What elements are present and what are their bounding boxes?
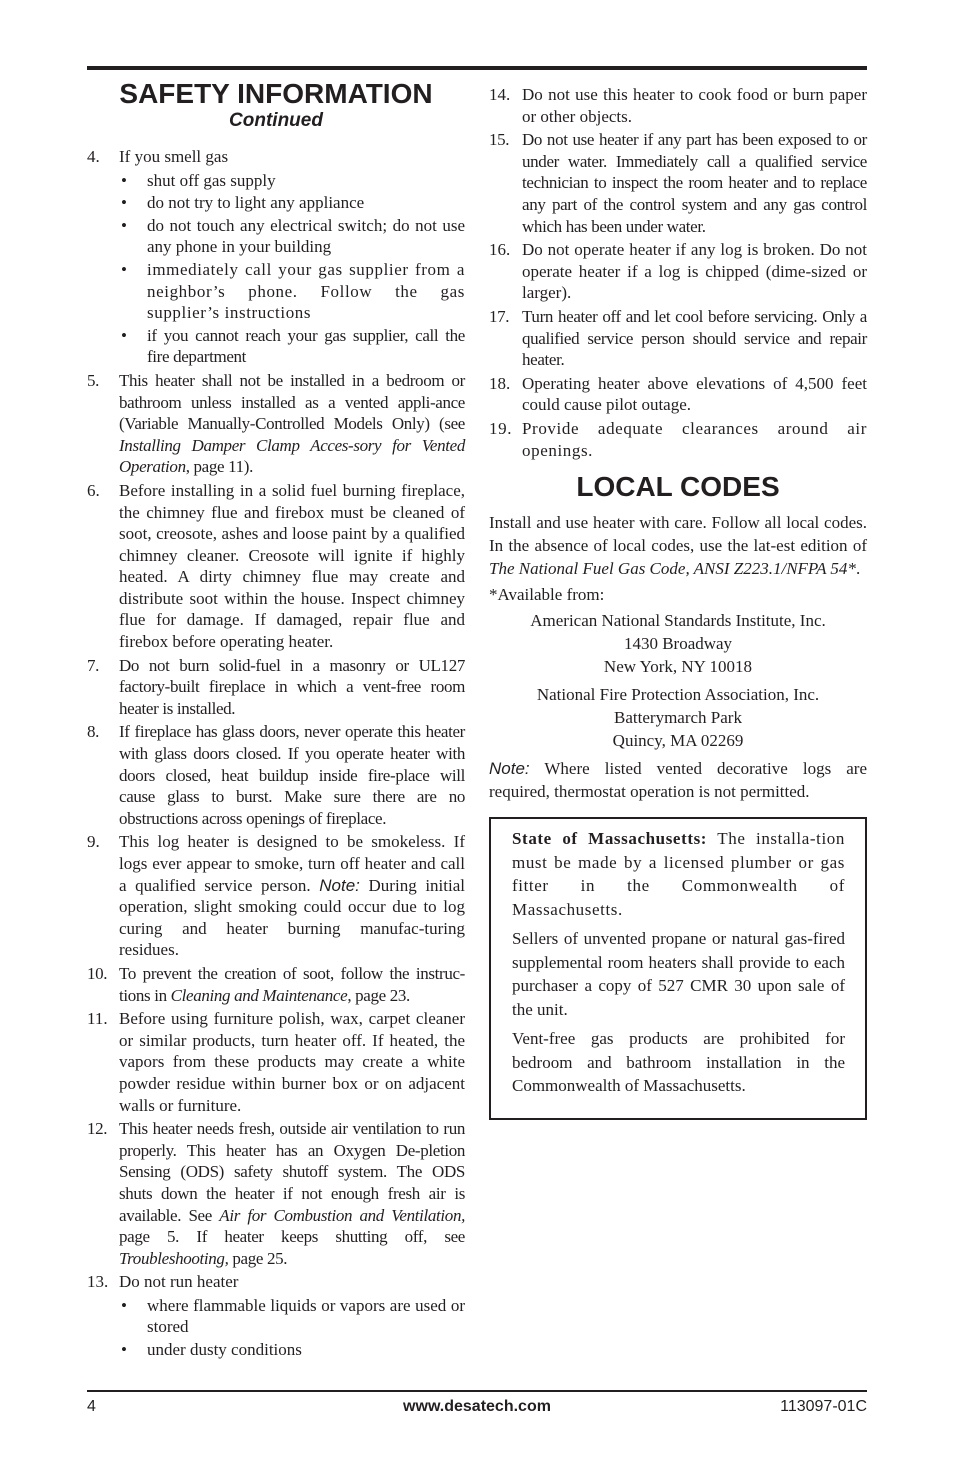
list-item: 13. Do not run heater • where flammable liquids or vapors are used or stored • under dusty conditions — [87, 1271, 465, 1360]
local-codes-intro: Install and use heater with care. Follow all local codes. In the absence of local codes, use the lat-est edition of The National Fuel Gas Code, ANSI Z223.1/NFPA 54*. — [489, 513, 867, 579]
section-title-local-codes: LOCAL CODES — [576, 471, 780, 503]
address-nfpa: National Fire Protection Association, Inc. Batterymarch Park Quincy, MA 02269 — [536, 685, 820, 751]
section-title-safety: SAFETY INFORMATION — [119, 78, 433, 109]
note-label: Note: — [489, 759, 530, 779]
list-item: 7. Do not burn solid-fuel in a masonry or UL127 factory-built fireplace in which a vent-free room heater is installed. — [87, 655, 465, 718]
bullet-item: • immediately call your gas supplier from a neighbor’s phone. Follow the gas supplier’s instructions — [119, 259, 465, 324]
section-subtitle: Continued — [229, 110, 323, 131]
sellers-paragraph: Sellers of unvented propane or natural gas-fired supplemental room heaters shall provide to each purchaser a copy of 527 CMR 30 upon sale of the unit. — [512, 929, 845, 1019]
available-from: *Available from: — [489, 585, 605, 605]
list-item: 19. Provide adequate clearances around air openings. — [489, 418, 867, 460]
safety-list-continued — [489, 84, 867, 461]
bullet-item: • under dusty conditions — [119, 1339, 465, 1361]
bullet-item: • shut off gas supply — [119, 170, 465, 192]
page-number: 4 — [87, 1398, 96, 1415]
list-item: 12. This heater needs fresh, outside air ventilation to run properly. This heater has an Oxygen De-pletion Sensing (ODS) safety shutoff system. The ODS shuts down the heater if not enough fresh air is available. See Air for Combustion and Ventilation, page 5. If heater keeps shutting off, see Troubleshooting, page 25. — [87, 1119, 465, 1268]
right-column — [489, 84, 867, 1120]
list-item: 4. If you smell gas • shut off gas supply • do not try to light any appliance • do not touch any electrical switch; do not use any phone in your building • immediately call your gas supplier from a neighbor’s phone. Follow the gas supplier’s instructions • if you cannot reach your gas supplier, call the fire department — [87, 146, 465, 368]
list-item: 11. Before using furniture polish, wax, carpet cleaner or similar products, turn heater off. If heated, the vapors from these products may create a white powder residue within burner box or on adjacent walls or furniture. — [87, 1009, 465, 1115]
bullet-item: • do not try to light any appliance — [119, 192, 465, 214]
bullet-item: • where flammable liquids or vapors are used or stored — [119, 1295, 465, 1338]
bullet-item: • do not touch any electrical switch; do not use any phone in your building — [119, 215, 465, 258]
safety-list — [87, 146, 465, 1361]
massachusetts-paragraph: State of Massachusetts: The installa-tion must be made by a licensed plumber or gas fitter in the Commonwealth of Massachusetts. — [512, 829, 845, 919]
list-item: 5. This heater shall not be installed in a bedroom or bathroom unless installed as a vented appli-ance (Variable Manually-Controlled Models Only) (see Installing Damper Clamp Acces-sory for Vented Operation, page 11). — [87, 370, 465, 477]
bullet-list — [119, 1295, 465, 1361]
list-item: 14. Do not use this heater to cook food or burn paper or other objects. — [489, 85, 867, 126]
local-codes-note: Note: Where listed vented decorative logs are required, thermostat operation is not permitted. — [489, 759, 867, 802]
document-code: 113097-01C — [780, 1398, 867, 1415]
list-item: 15. Do not use heater if any part has been exposed to or under water. Immediately call a qualified service technician to inspect the room heater and to replace any part of the control system and any gas control which has been under water. — [489, 130, 867, 236]
massachusetts-notice-box — [489, 817, 867, 1120]
list-item: 16. Do not operate heater if any log is broken. Do not operate heater if a log is chipped (dime-sized or larger). — [489, 240, 867, 303]
footer-url[interactable]: www.desatech.com — [403, 1398, 551, 1415]
list-item: 6. Before installing in a solid fuel burning fireplace, the chimney flue and firebox must be cleaned of soot, creosote, ashes and loose paint by a qualified chimney cleaner. Creosote will ignite if highly heated. A dirty chimney flue may create and distribute soot within the house. Inspect chimney flue for damage. If damaged, repair flue and firebox before operating heater. — [87, 480, 465, 652]
list-item: 10. To prevent the creation of soot, follow the instruc-tions in Cleaning and Maintenance, page 23. — [87, 963, 465, 1005]
list-item: 8. If fireplace has glass doors, never operate this heater with glass doors closed. If you operate heater with doors closed, heat buildup inside fire-place will cause glass to burst. Make sure there are no obstructions across openings of fireplace. — [87, 722, 465, 828]
top-rule — [87, 66, 867, 70]
bullet-list — [119, 170, 465, 368]
vent-free-paragraph: Vent-free gas products are prohibited for bedroom and bathroom installation in the Commonwealth of Massachusetts. — [512, 1029, 845, 1096]
list-item: 18. Operating heater above elevations of 4,500 feet could cause pilot outage. — [489, 373, 867, 415]
bottom-rule — [87, 1390, 867, 1392]
left-column — [87, 78, 465, 1363]
list-item: 17. Turn heater off and let cool before servicing. Only a qualified service person should service and repair heater. — [489, 306, 867, 370]
list-item: 9. This log heater is designed to be smokeless. If logs ever appear to smoke, turn off heater and call a qualified service person. Note: During initial operation, slight smoking could occur due to log curing and heater burning manufac-turing residues. — [87, 832, 465, 960]
address-ansi: American National Standards Institute, Inc. 1430 Broadway New York, NY 10018 — [530, 611, 826, 677]
note-label: Note: — [319, 875, 360, 895]
bullet-item: • if you cannot reach your gas supplier, call the fire department — [119, 325, 465, 368]
